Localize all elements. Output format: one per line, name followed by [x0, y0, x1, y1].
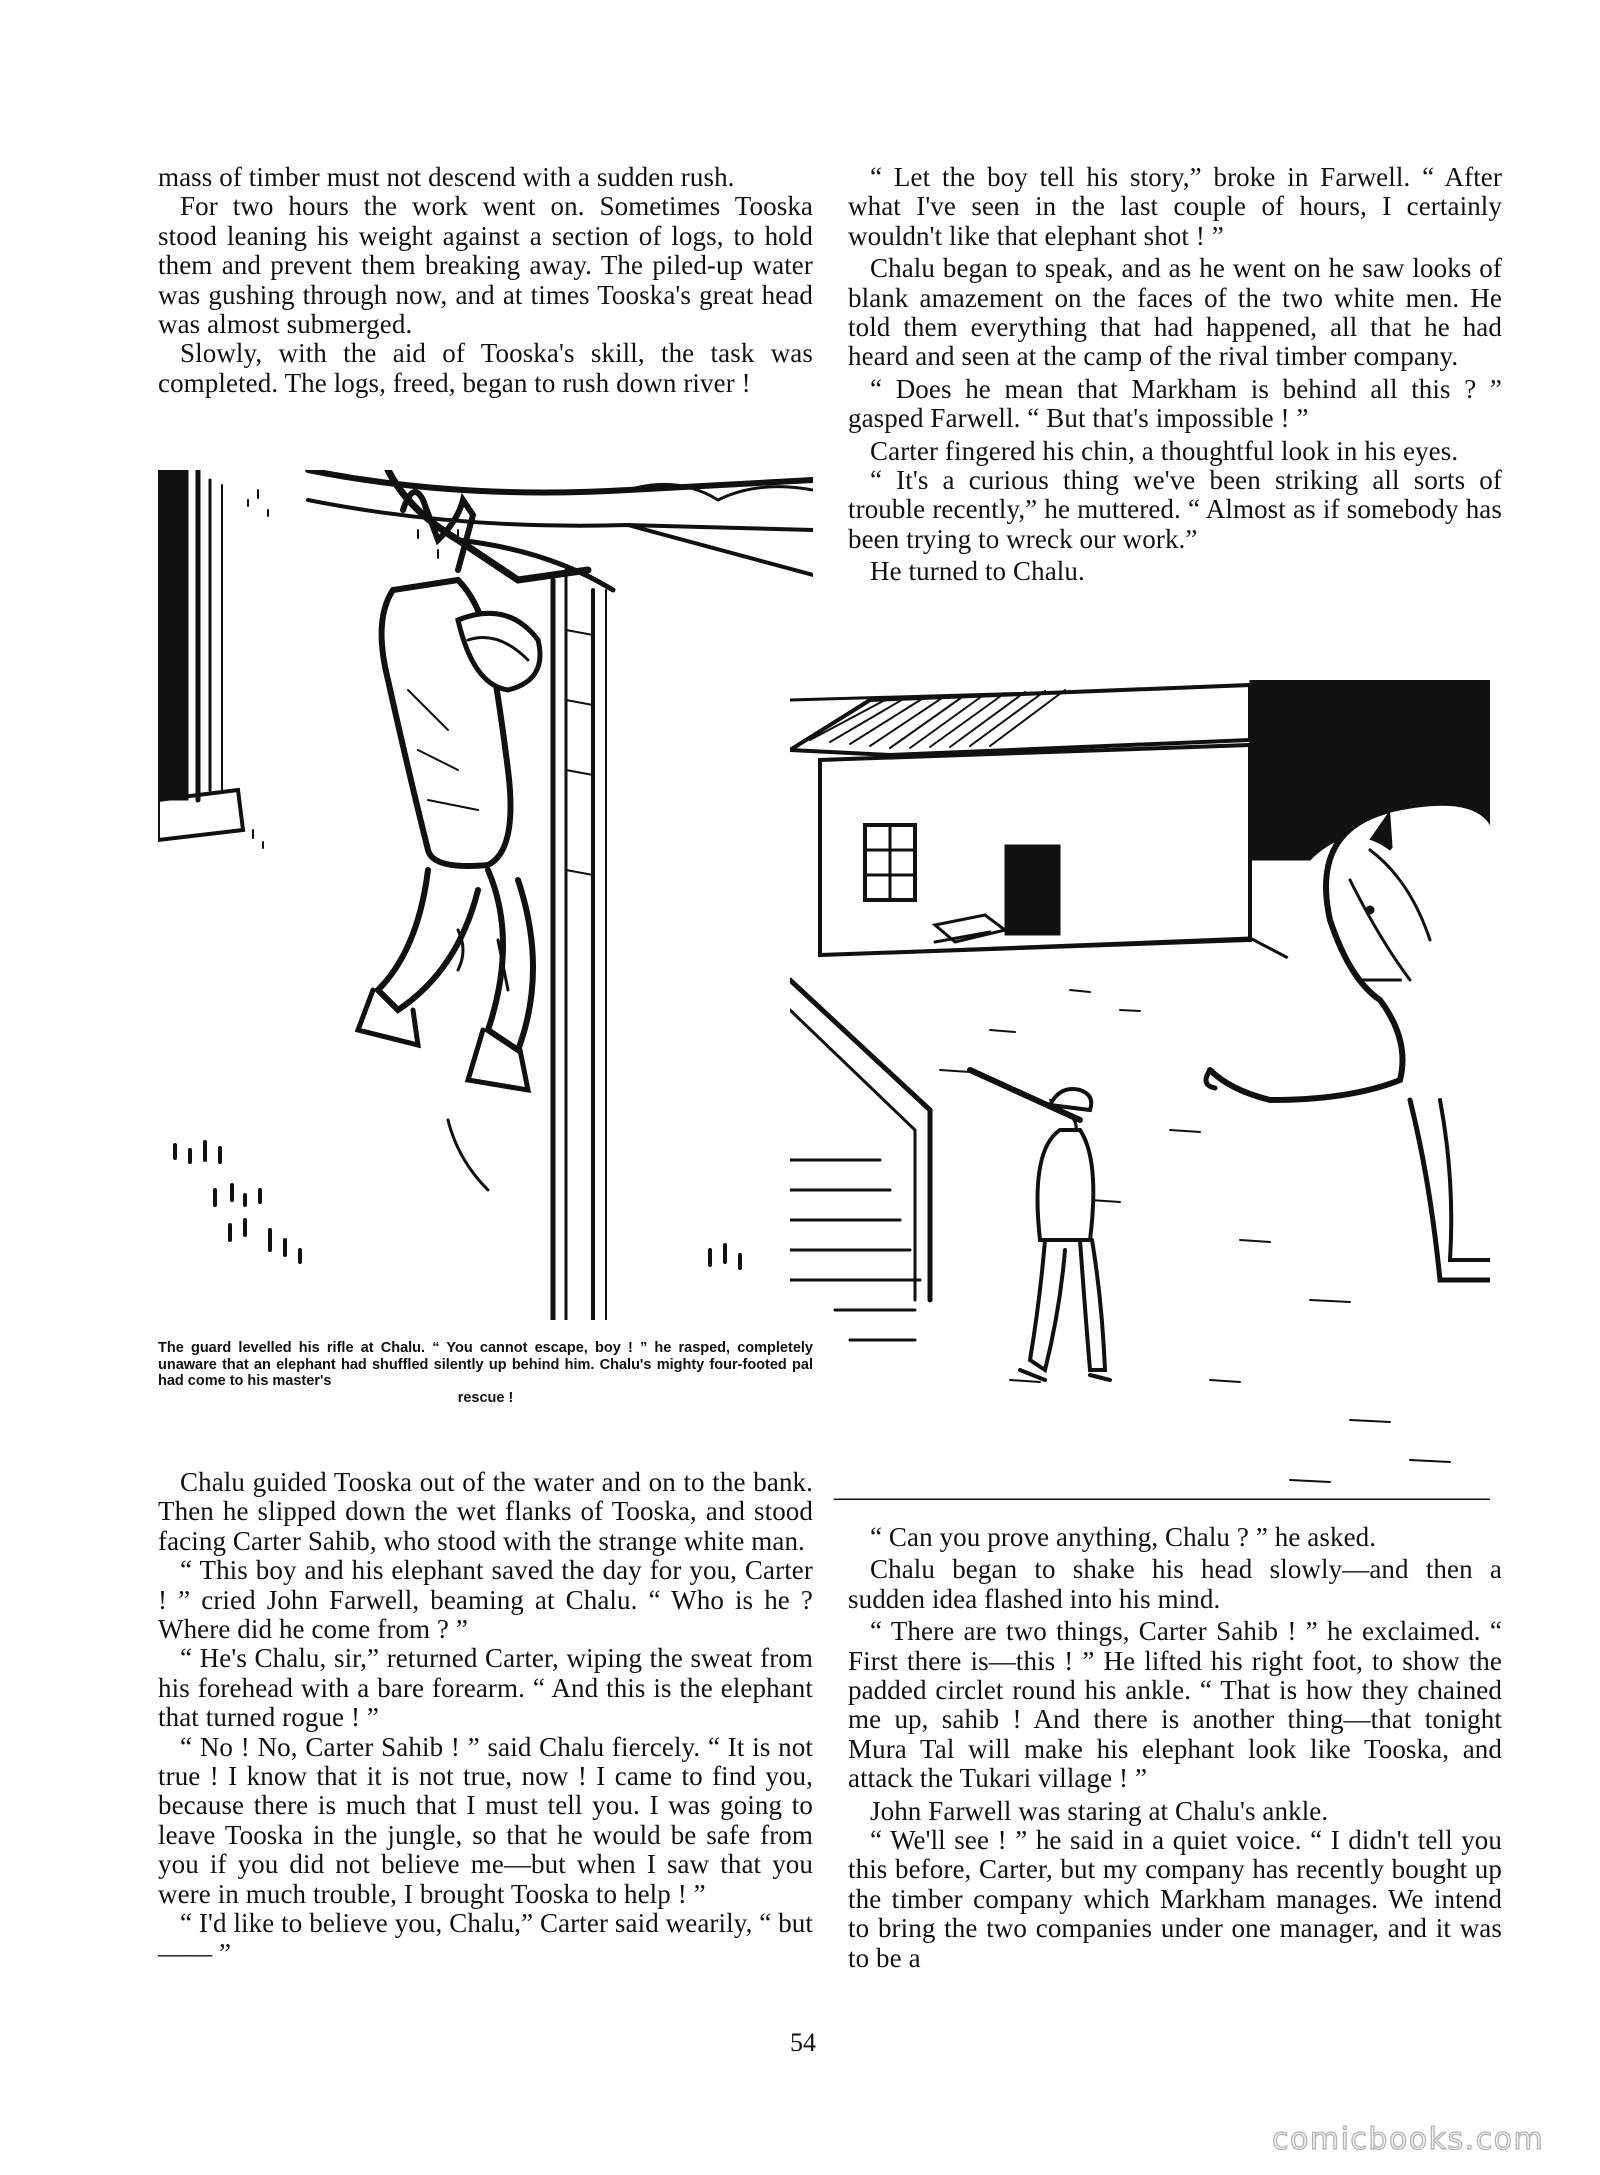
illustration-boy-hanging — [158, 470, 813, 1320]
paragraph: “ I'd like to believe you, Chalu,” Carter said wearily, “ but—— ” — [158, 1908, 814, 1968]
paragraph: Slowly, with the aid of Tooska's skill, the task was completed. The logs, freed, began to rush down river ! — [158, 338, 813, 398]
right-column-top — [848, 163, 1502, 587]
caption-text: The guard levelled his rifle at Chalu. “ You cannot escape, boy ! ” he rasped, completely unaware that an elephant had shuffled silently up behind him. Chalu's mighty four-footed pal had come to his master's — [158, 1340, 813, 1389]
paragraph: “ It's a curious thing we've been striking all sorts of trouble recently,” he muttered. “ Almost as if somebody has been trying to wreck our work.” — [848, 465, 1502, 554]
paragraph: “ Does he mean that Markham is behind all this ? ” gasped Farwell. “ But that's impossible ! ” — [848, 373, 1502, 434]
page-number: 54 — [790, 2028, 816, 2057]
paragraph: mass of timber must not descend with a sudden rush. — [158, 162, 735, 192]
paragraph: “ This boy and his elephant saved the day for you, Carter ! ” cried John Farwell, beaming at Chalu. “ Who is he ? Where did he come from ? ” — [158, 1555, 813, 1645]
right-column-bottom — [848, 1523, 1502, 1973]
illustration-guard-and-elephant — [790, 680, 1490, 1500]
paragraph: Chalu guided Tooska out of the water and on to the bank. Then he slipped down the wet flanks of Tooska, and stood facing Carter Sahib, who stood with the strange white man. — [158, 1467, 813, 1556]
paragraph: He turned to Chalu. — [870, 556, 1085, 587]
paragraph: For two hours the work went on. Sometimes Tooska stood leaning his weight against a section of logs, to hold them and prevent them breaking away. The piled-up water was gushing through now, and at times Tooska's great head was almost submerged. — [158, 191, 813, 340]
illustration-caption — [158, 1340, 813, 1406]
paragraph: “ Let the boy tell his story,” broke in Farwell. “ After what I've seen in the last couple of hours, I certainly wouldn't like that elephant shot ! ” — [848, 162, 1502, 251]
paragraph: “ He's Chalu, sir,” returned Carter, wiping the sweat from his forehead with a bare forearm. “ And this is the elephant that turned rogue ! ” — [158, 1643, 813, 1733]
paragraph: “ Can you prove anything, Chalu ? ” he asked. — [870, 1522, 1377, 1552]
watermark: comicbooks.com — [1272, 2122, 1545, 2157]
left-column-bottom — [158, 1468, 813, 1968]
left-column-top — [158, 163, 813, 398]
paragraph: Carter fingered his chin, a thoughtful look in his eyes. — [870, 435, 1459, 466]
caption-last-word: rescue ! — [457, 1389, 514, 1406]
paragraph: “ There are two things, Carter Sahib ! ” he exclaimed. “ First there is—this ! ” He lifted his right foot, to show the padded circlet round his ankle. “ That is how they chained me up, sahib ! And there is another thing—that tonight Mura Tal will make his elephant look like Tooska, and attack the Tukari village ! ” — [848, 1616, 1502, 1794]
paragraph: Chalu began to speak, and as he went on he saw looks of blank amazement on the faces of the two white men. He told them everything that had happened, all that he had heard and seen at the camp of the rival timber company. — [848, 253, 1502, 372]
paragraph: Chalu began to shake his head slowly—and then a sudden idea flashed into his mind. — [848, 1554, 1502, 1614]
paragraph: John Farwell was staring at Chalu's ankle. — [870, 1795, 1329, 1826]
paragraph: “ No ! No, Carter Sahib ! ” said Chalu fiercely. “ It is not true ! I know that it is not true, now ! I came to find you, because there is much that I must tell you. I was going to leave Tooska in the jungle, so that he would be safe from you if you did not believe me—but when I saw that you were in much trouble, I brought Tooska to help ! ” — [158, 1731, 813, 1909]
paragraph: “ We'll see ! ” he said in a quiet voice. “ I didn't tell you this before, Carter, but my company has recently bought up the timber company which Markham manages. We intend to bring the two companies under one manager, and it was to be a — [848, 1825, 1502, 1973]
